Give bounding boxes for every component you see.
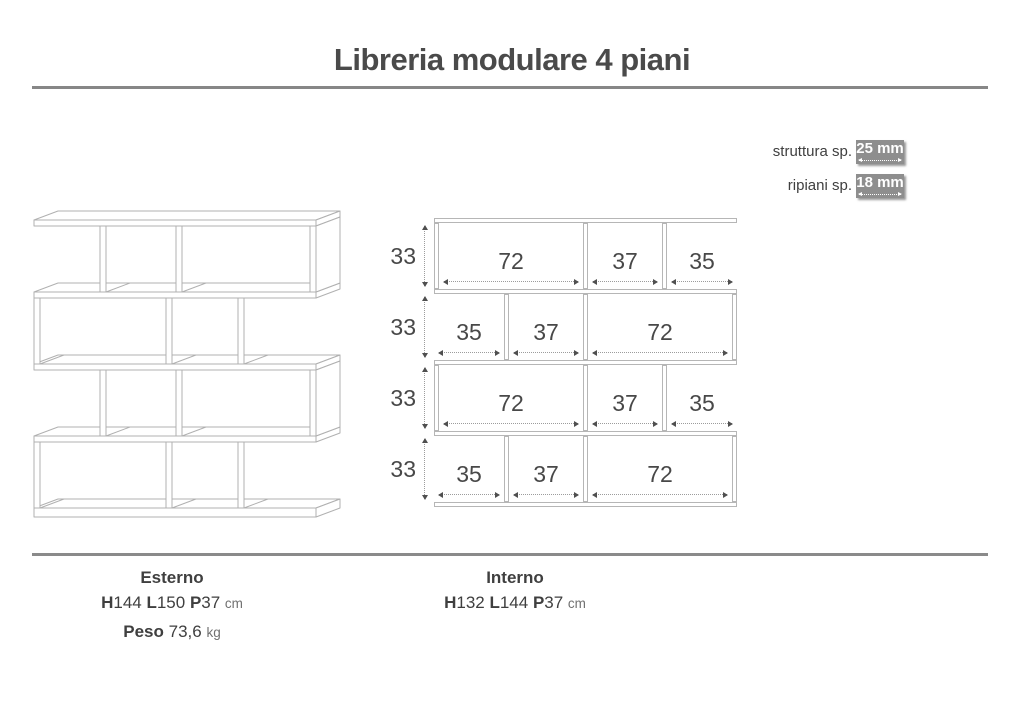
shelf-slabs — [34, 211, 340, 517]
external-dimensions-values: H144 L150 P37 cm — [101, 593, 243, 612]
structure-thickness-badge — [856, 140, 904, 164]
compartment-cell — [434, 436, 504, 502]
width-dimension-line — [514, 352, 578, 353]
height-dimension-line — [424, 439, 425, 499]
height-dimension-line — [424, 226, 425, 286]
dimension-diagram — [390, 218, 750, 510]
row-height-label: 33 — [390, 456, 416, 482]
shelf-thickness-value: 18 mm — [856, 174, 904, 191]
row-height-label: 33 — [390, 314, 416, 340]
compartment-width-label: 37 — [612, 390, 638, 416]
page-title: Libreria modulare 4 piani — [333, 42, 691, 77]
weight-label: Peso — [123, 622, 164, 641]
compartment-cell — [588, 223, 662, 289]
weight-line — [52, 622, 292, 642]
width-dimension-line — [593, 352, 727, 353]
shelf-thickness-label: ripiani sp. — [787, 177, 852, 194]
compartment-cell — [509, 436, 583, 502]
shelf-thickness-badge — [856, 174, 904, 198]
width-dimension-line — [444, 423, 578, 424]
compartment-cell — [434, 294, 504, 360]
width-dimension-line — [593, 423, 657, 424]
compartment-cell — [588, 365, 662, 431]
internal-dimensions-block — [395, 568, 635, 613]
compartment-width-label: 35 — [689, 390, 715, 416]
width-dimension-line — [439, 494, 499, 495]
bookcase-isometric-drawing — [26, 202, 378, 522]
internal-dimensions-values: H132 L144 P37 cm — [444, 593, 586, 612]
compartment-width-label: 72 — [498, 248, 524, 274]
shelf-slab — [434, 502, 737, 507]
compartment-cell — [439, 365, 583, 431]
footer-divider — [32, 553, 988, 556]
spec-structure-thickness — [760, 140, 910, 164]
width-dimension-line — [514, 494, 578, 495]
compartment-width-label: 72 — [498, 390, 524, 416]
height-dimension-line — [424, 297, 425, 357]
dimension-arrow-icon — [859, 194, 901, 195]
width-dimension-line — [672, 281, 732, 282]
title-divider — [32, 86, 988, 89]
weight-unit: kg — [206, 625, 221, 640]
structure-thickness-label: struttura sp. — [772, 143, 852, 160]
compartment-width-label: 72 — [647, 319, 673, 345]
external-dimensions-block — [52, 568, 292, 642]
compartment-width-label: 37 — [612, 248, 638, 274]
row-height-label: 33 — [390, 243, 416, 269]
compartment-cell — [667, 365, 737, 431]
compartment-width-label: 35 — [689, 248, 715, 274]
compartment-cell — [588, 294, 732, 360]
compartment-width-label: 37 — [533, 461, 559, 487]
compartment-cell — [588, 436, 732, 502]
side-panel — [732, 294, 737, 360]
side-panel — [732, 436, 737, 502]
compartment-width-label: 72 — [647, 461, 673, 487]
width-dimension-line — [444, 281, 578, 282]
width-dimension-line — [593, 494, 727, 495]
compartment-cell — [667, 223, 737, 289]
compartment-width-label: 35 — [456, 461, 482, 487]
dimension-arrow-icon — [859, 160, 901, 161]
external-dimensions-title: Esterno — [140, 568, 204, 587]
structure-thickness-value: 25 mm — [856, 140, 904, 157]
width-dimension-line — [439, 352, 499, 353]
internal-dimensions-title: Interno — [486, 568, 544, 587]
compartment-width-label: 37 — [533, 319, 559, 345]
width-dimension-line — [593, 281, 657, 282]
compartment-cell — [439, 223, 583, 289]
spec-shelf-thickness — [760, 174, 910, 198]
compartment-width-label: 35 — [456, 319, 482, 345]
compartment-cell — [509, 294, 583, 360]
height-dimension-line — [424, 368, 425, 428]
row-height-label: 33 — [390, 385, 416, 411]
width-dimension-line — [672, 423, 732, 424]
weight-value: 73,6 — [168, 622, 202, 641]
